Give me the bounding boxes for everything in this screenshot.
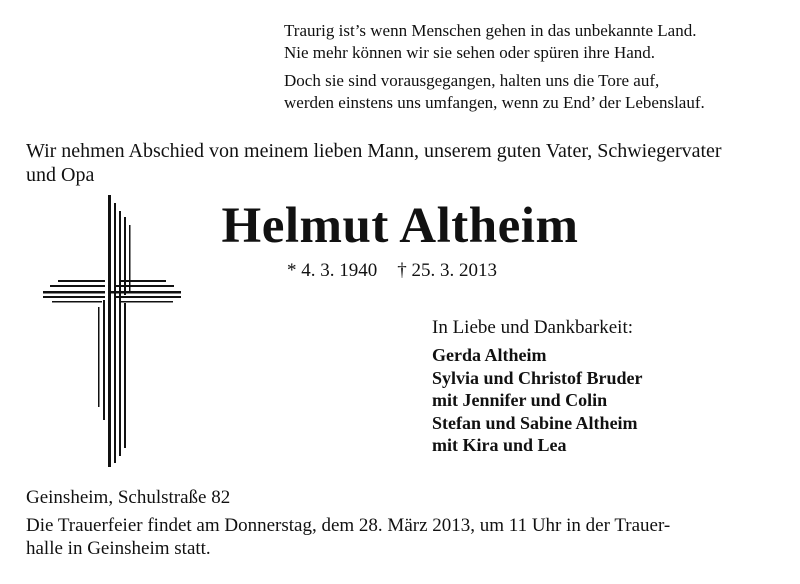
ceremony-line: halle in Geinsheim statt. (26, 538, 211, 559)
deceased-name: Helmut Altheim (221, 198, 579, 254)
mourner-name: Stefan und Sabine Altheim (432, 412, 638, 433)
poem-line: werden einstens uns umfangen, wenn zu End’ der Lebenslauf. (284, 92, 705, 112)
mourner-name: Gerda Altheim (432, 345, 547, 365)
farewell-intro-line: und Opa (26, 164, 95, 186)
death-date: † 25. 3. 2013 (397, 260, 497, 281)
poem-line: Traurig ist’s wenn Menschen gehen in das unbekannte Land. (284, 21, 697, 40)
mourners-list (432, 344, 643, 457)
ceremony-line: Die Trauerfeier findet am Donnerstag, dem 28. März 2013, um 11 Uhr in der Trauer- (26, 515, 671, 536)
mourners-intro: In Liebe und Dankbarkeit: (432, 317, 634, 338)
mourner-name: mit Jennifer und Colin (432, 390, 608, 410)
life-dates (287, 259, 497, 283)
family-address: Geinsheim, Schulstraße 82 (26, 487, 231, 508)
ceremony-notice (26, 514, 786, 560)
poem-stanza-1 (284, 20, 784, 63)
poem-line: Nie mehr können wir sie sehen oder spüren ihre Hand. (284, 42, 656, 62)
poem (284, 20, 784, 120)
farewell-intro (26, 139, 786, 187)
mourner-name: mit Kira und Lea (432, 435, 567, 455)
poem-stanza-2 (284, 70, 784, 113)
birth-date: * 4. 3. 1940 (287, 260, 378, 281)
mourner-name: Sylvia und Christof Bruder (432, 367, 643, 388)
farewell-intro-line: Wir nehmen Abschied von meinem lieben Mann, unserem guten Vater, Schwiegervater (26, 140, 722, 162)
poem-line: Doch sie sind vorausgegangen, halten uns die Tore auf, (284, 71, 660, 90)
